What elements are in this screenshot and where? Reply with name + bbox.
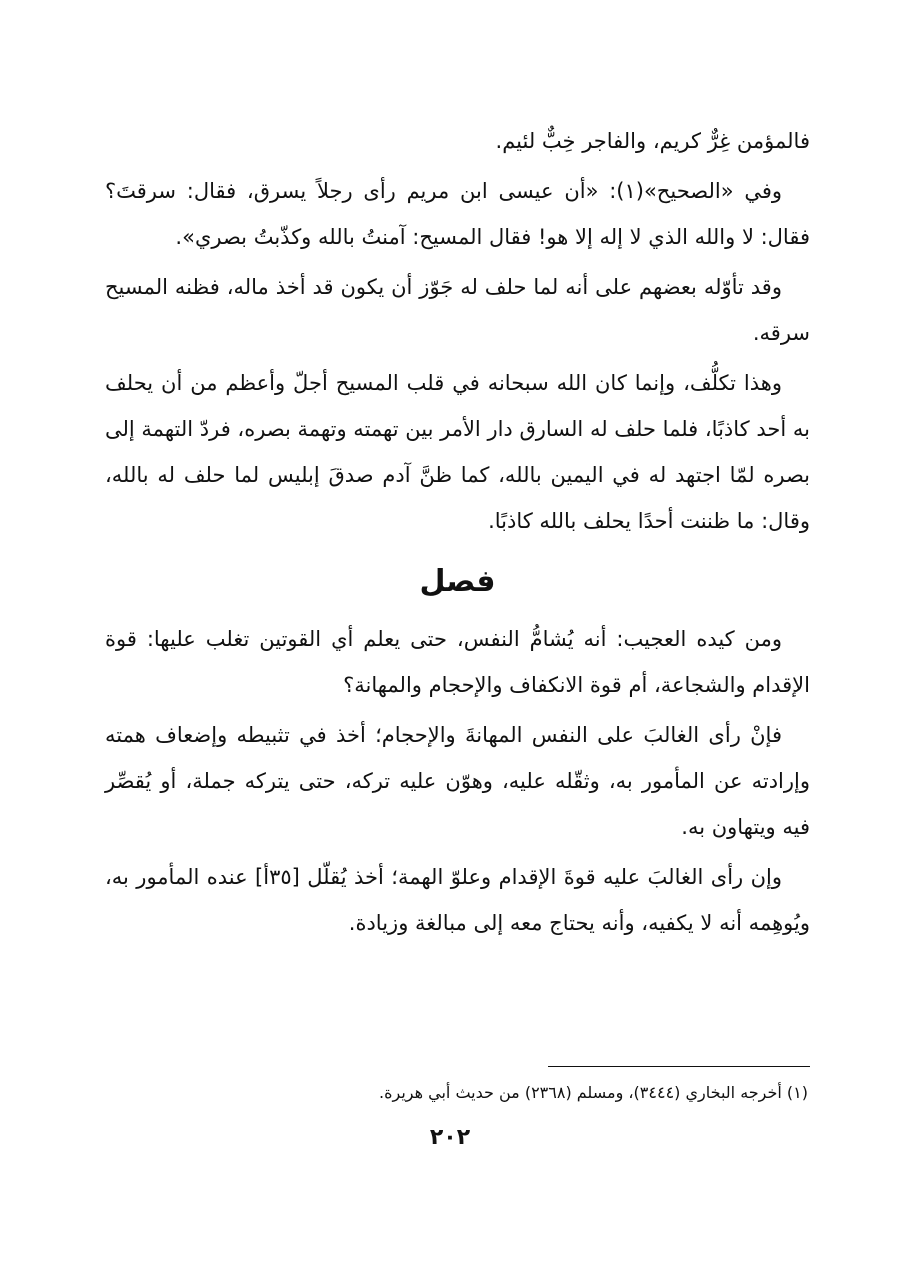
paragraph-2: وفي «الصحيح»(١): «أن عيسى ابن مريم رأى رجلاً يسرق، فقال: سرقتَ؟ فقال: لا والله الذي لا إله إلا هو! فقال المسيح: آمنتُ بالله وكذّبتُ بصري».	[105, 179, 810, 249]
section-title: فصل	[419, 564, 496, 599]
page-body	[105, 118, 810, 950]
paragraph-3: وقد تأوّله بعضهم على أنه لما حلف له جَوّز أن يكون قد أخذ ماله، فظنه المسيح سرقه.	[105, 275, 810, 345]
footnote-divider	[548, 1066, 810, 1067]
page-number: ٢٠٢	[429, 1125, 471, 1150]
section-paragraph-2: فإنْ رأى الغالبَ على النفس المهانةَ والإحجام؛ أخذ في تثبيطه وإضعاف همته وإرادته عن المأمور به، وثقّله عليه، وهوّن عليه تركه، حتى يتركه جملة، أو يُقصِّر فيه ويتهاون به.	[105, 723, 810, 839]
paragraph-1: فالمؤمن غِرٌّ كريم، والفاجر خِبٌّ لئيم.	[495, 129, 810, 153]
section-paragraph-1: ومن كيده العجيب: أنه يُشامُّ النفس، حتى يعلم أي القوتين تغلب عليها: قوة الإقدام والشجاعة، أم قوة الانكفاف والإحجام والمهانة؟	[105, 627, 810, 697]
footnote: (١) أخرجه البخاري (٣٤٤٤)، ومسلم (٢٣٦٨) من حديث أبي هريرة.	[379, 1083, 808, 1102]
section-paragraph-3: وإن رأى الغالبَ عليه قوةَ الإقدام وعلوّ الهمة؛ أخذ يُقلّل [٣٥أ] عنده المأمور به، ويُوهِمه أنه لا يكفيه، وأنه يحتاج معه إلى مبالغة وزيادة.	[105, 865, 810, 935]
paragraph-4: وهذا تكلُّف، وإنما كان الله سبحانه في قلب المسيح أجلّ وأعظم من أن يحلف به أحد كاذبًا، فلما حلف له السارق دار الأمر بين تهمته وتهمة بصره، فردّ التهمة إلى بصره لمّا اجتهد له في اليمين بالله، كما ظنَّ آدم صدقَ إبليس لما حلف له بالله، وقال: ما ظننت أحدًا يحلف بالله كاذبًا.	[105, 371, 810, 533]
